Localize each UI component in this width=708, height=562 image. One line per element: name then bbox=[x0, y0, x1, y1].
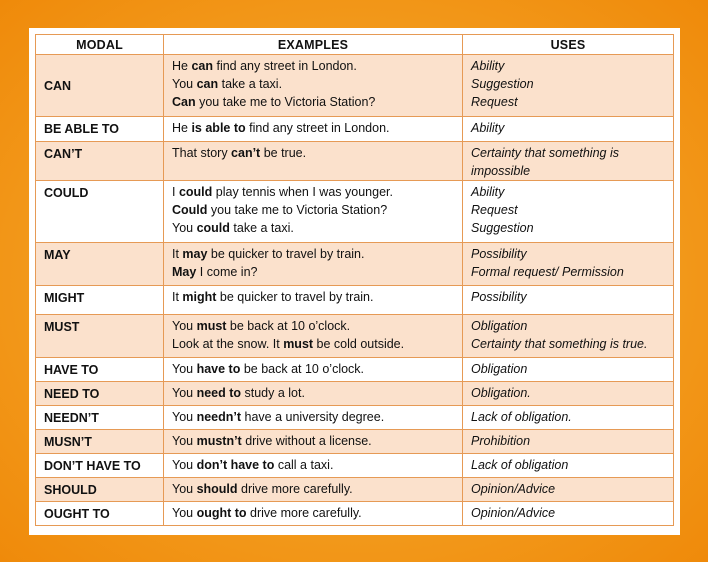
uses-cell bbox=[463, 142, 674, 181]
use-text: impossible bbox=[471, 164, 531, 178]
modal-keyword: should bbox=[196, 482, 238, 496]
use-text: Obligation bbox=[471, 362, 528, 376]
example-text: drive more carefully. bbox=[246, 506, 362, 520]
uses-cell bbox=[463, 243, 674, 286]
example-text: you take me to Victoria Station? bbox=[195, 95, 376, 109]
modal-cell bbox=[36, 55, 164, 117]
example-text: be quicker to travel by train. bbox=[216, 290, 374, 304]
uses-cell bbox=[463, 478, 674, 502]
modal-label: CAN bbox=[44, 78, 72, 93]
modal-keyword: needn’t bbox=[196, 410, 242, 424]
example-sentence bbox=[172, 144, 454, 162]
examples-cell bbox=[164, 382, 463, 406]
header-modal: MODAL bbox=[36, 35, 164, 55]
table-card bbox=[29, 28, 680, 535]
modal-label: CAN’T bbox=[44, 147, 83, 161]
example-text: you take me to Victoria Station? bbox=[207, 203, 388, 217]
modal-keyword: Can bbox=[172, 95, 196, 109]
modal-cell bbox=[36, 382, 164, 406]
use-text: Possibility bbox=[471, 290, 527, 304]
uses-cell bbox=[463, 358, 674, 382]
modal-keyword: is able to bbox=[191, 121, 246, 135]
uses-cell bbox=[463, 117, 674, 142]
modal-cell bbox=[36, 478, 164, 502]
modal-cell bbox=[36, 181, 164, 243]
use-text: Formal request/ Permission bbox=[471, 265, 624, 279]
use-text: Certainty that something is bbox=[471, 146, 619, 160]
example-text: be back at 10 o’clock. bbox=[240, 362, 365, 376]
use-text: Obligation. bbox=[471, 386, 531, 400]
use-text: Opinion/Advice bbox=[471, 506, 556, 520]
example-text: He bbox=[172, 59, 192, 73]
modal-label: COULD bbox=[44, 186, 89, 200]
modal-label: MIGHT bbox=[44, 291, 85, 305]
use-text: Request bbox=[471, 95, 518, 109]
modal-cell bbox=[36, 117, 164, 142]
example-text: You bbox=[172, 319, 197, 333]
modal-keyword: Could bbox=[172, 203, 208, 217]
example-sentence bbox=[172, 288, 454, 306]
example-text: You bbox=[172, 362, 197, 376]
use-text: Prohibition bbox=[471, 434, 531, 448]
modal-cell bbox=[36, 142, 164, 181]
example-text: play tennis when I was younger. bbox=[212, 185, 393, 199]
example-text: You bbox=[172, 386, 197, 400]
modal-cell bbox=[36, 286, 164, 315]
example-text: That story bbox=[172, 146, 232, 160]
table-row bbox=[36, 406, 674, 430]
use-text: Obligation bbox=[471, 319, 528, 333]
example-text: find any street in London. bbox=[245, 121, 390, 135]
table-row bbox=[36, 358, 674, 382]
modal-cell bbox=[36, 454, 164, 478]
examples-cell bbox=[164, 406, 463, 430]
example-text: You bbox=[172, 77, 197, 91]
example-text: You bbox=[172, 458, 197, 472]
example-text: be cold outside. bbox=[313, 337, 405, 351]
modal-label: NEEDN’T bbox=[44, 411, 99, 425]
use-text: Lack of obligation. bbox=[471, 410, 572, 424]
example-text: You bbox=[172, 221, 197, 235]
example-text: be back at 10 o’clock. bbox=[226, 319, 351, 333]
example-sentence bbox=[172, 183, 454, 201]
modal-cell bbox=[36, 315, 164, 358]
example-text: You bbox=[172, 410, 197, 424]
example-text: drive more carefully. bbox=[237, 482, 353, 496]
example-text: It bbox=[172, 247, 183, 261]
modal-label: SHOULD bbox=[44, 483, 97, 497]
examples-cell bbox=[164, 478, 463, 502]
use-text: Suggestion bbox=[471, 221, 534, 235]
examples-cell bbox=[164, 55, 463, 117]
examples-cell bbox=[164, 181, 463, 243]
example-text: study a lot. bbox=[241, 386, 305, 400]
modal-keyword: could bbox=[178, 185, 213, 199]
example-text: be true. bbox=[260, 146, 307, 160]
table-row bbox=[36, 181, 674, 243]
modal-keyword: must bbox=[283, 337, 314, 351]
modal-verbs-table bbox=[35, 34, 674, 526]
modal-cell bbox=[36, 358, 164, 382]
examples-cell bbox=[164, 117, 463, 142]
example-text: You bbox=[172, 434, 197, 448]
uses-cell bbox=[463, 181, 674, 243]
example-sentence bbox=[172, 201, 454, 219]
use-text: Ability bbox=[471, 59, 505, 73]
modal-label: OUGHT TO bbox=[44, 507, 110, 521]
table-row bbox=[36, 478, 674, 502]
modal-label: DON’T HAVE TO bbox=[44, 459, 141, 473]
example-sentence bbox=[172, 317, 454, 335]
example-text: It bbox=[172, 290, 183, 304]
example-text: call a taxi. bbox=[274, 458, 334, 472]
example-text: find any street in London. bbox=[213, 59, 357, 73]
modal-label: MUST bbox=[44, 320, 80, 334]
uses-cell bbox=[463, 55, 674, 117]
use-text: Ability bbox=[471, 121, 505, 135]
example-text: take a taxi. bbox=[229, 221, 294, 235]
uses-cell bbox=[463, 430, 674, 454]
examples-cell bbox=[164, 142, 463, 181]
example-text: Look at the snow. It bbox=[172, 337, 284, 351]
example-sentence bbox=[172, 119, 454, 137]
example-sentence bbox=[172, 456, 454, 474]
use-text: Possibility bbox=[471, 247, 527, 261]
examples-cell bbox=[164, 430, 463, 454]
example-text: be quicker to travel by train. bbox=[207, 247, 365, 261]
modal-cell bbox=[36, 502, 164, 526]
table-row bbox=[36, 243, 674, 286]
table-row bbox=[36, 142, 674, 181]
table-row bbox=[36, 117, 674, 142]
example-text: You bbox=[172, 506, 197, 520]
modal-label: NEED TO bbox=[44, 387, 100, 401]
use-text: Lack of obligation bbox=[471, 458, 569, 472]
modal-keyword: mustn’t bbox=[196, 434, 242, 448]
modal-cell bbox=[36, 406, 164, 430]
modal-keyword: can bbox=[191, 59, 213, 73]
examples-cell bbox=[164, 502, 463, 526]
example-sentence bbox=[172, 57, 454, 75]
uses-cell bbox=[463, 454, 674, 478]
table-row bbox=[36, 286, 674, 315]
examples-cell bbox=[164, 243, 463, 286]
table-row bbox=[36, 430, 674, 454]
example-sentence bbox=[172, 432, 454, 450]
modal-label: HAVE TO bbox=[44, 363, 99, 377]
example-sentence bbox=[172, 384, 454, 402]
use-text: Suggestion bbox=[471, 77, 534, 91]
examples-cell bbox=[164, 286, 463, 315]
example-text: drive without a license. bbox=[241, 434, 372, 448]
table-row bbox=[36, 382, 674, 406]
modal-label: MUSN’T bbox=[44, 435, 92, 449]
modal-keyword: need to bbox=[196, 386, 242, 400]
modal-keyword: must bbox=[196, 319, 227, 333]
example-sentence bbox=[172, 408, 454, 426]
example-text: I bbox=[172, 185, 179, 199]
example-sentence bbox=[172, 504, 454, 522]
table-body bbox=[36, 55, 674, 526]
example-sentence bbox=[172, 93, 454, 111]
table-row bbox=[36, 454, 674, 478]
modal-keyword: May bbox=[172, 265, 197, 279]
modal-keyword: have to bbox=[196, 362, 241, 376]
example-text: I come in? bbox=[196, 265, 258, 279]
example-text: You bbox=[172, 482, 197, 496]
modal-keyword: can’t bbox=[231, 146, 261, 160]
uses-cell bbox=[463, 286, 674, 315]
table-row bbox=[36, 315, 674, 358]
example-sentence bbox=[172, 75, 454, 93]
modal-keyword: don’t have to bbox=[196, 458, 275, 472]
example-text: take a taxi. bbox=[218, 77, 283, 91]
example-sentence bbox=[172, 360, 454, 378]
use-text: Ability bbox=[471, 185, 505, 199]
examples-cell bbox=[164, 454, 463, 478]
modal-keyword: could bbox=[196, 221, 230, 235]
use-text: Certainty that something is true. bbox=[471, 337, 648, 351]
modal-keyword: can bbox=[196, 77, 219, 91]
example-sentence bbox=[172, 480, 454, 498]
modal-label: BE ABLE TO bbox=[44, 122, 120, 136]
table-row bbox=[36, 55, 674, 117]
example-sentence bbox=[172, 219, 454, 237]
header-examples: EXAMPLES bbox=[164, 35, 463, 55]
uses-cell bbox=[463, 502, 674, 526]
header-row bbox=[36, 35, 674, 55]
example-sentence bbox=[172, 263, 454, 281]
modal-keyword: may bbox=[182, 247, 208, 261]
use-text: Request bbox=[471, 203, 518, 217]
table-row bbox=[36, 502, 674, 526]
header-uses: USES bbox=[463, 35, 674, 55]
modal-keyword: might bbox=[182, 290, 217, 304]
example-text: have a university degree. bbox=[241, 410, 385, 424]
example-text: He bbox=[172, 121, 192, 135]
modal-cell bbox=[36, 243, 164, 286]
example-sentence bbox=[172, 335, 454, 353]
example-sentence bbox=[172, 245, 454, 263]
modal-keyword: ought to bbox=[196, 506, 247, 520]
examples-cell bbox=[164, 358, 463, 382]
uses-cell bbox=[463, 406, 674, 430]
uses-cell bbox=[463, 315, 674, 358]
uses-cell bbox=[463, 382, 674, 406]
modal-label: MAY bbox=[44, 248, 71, 262]
use-text: Opinion/Advice bbox=[471, 482, 556, 496]
examples-cell bbox=[164, 315, 463, 358]
modal-cell bbox=[36, 430, 164, 454]
